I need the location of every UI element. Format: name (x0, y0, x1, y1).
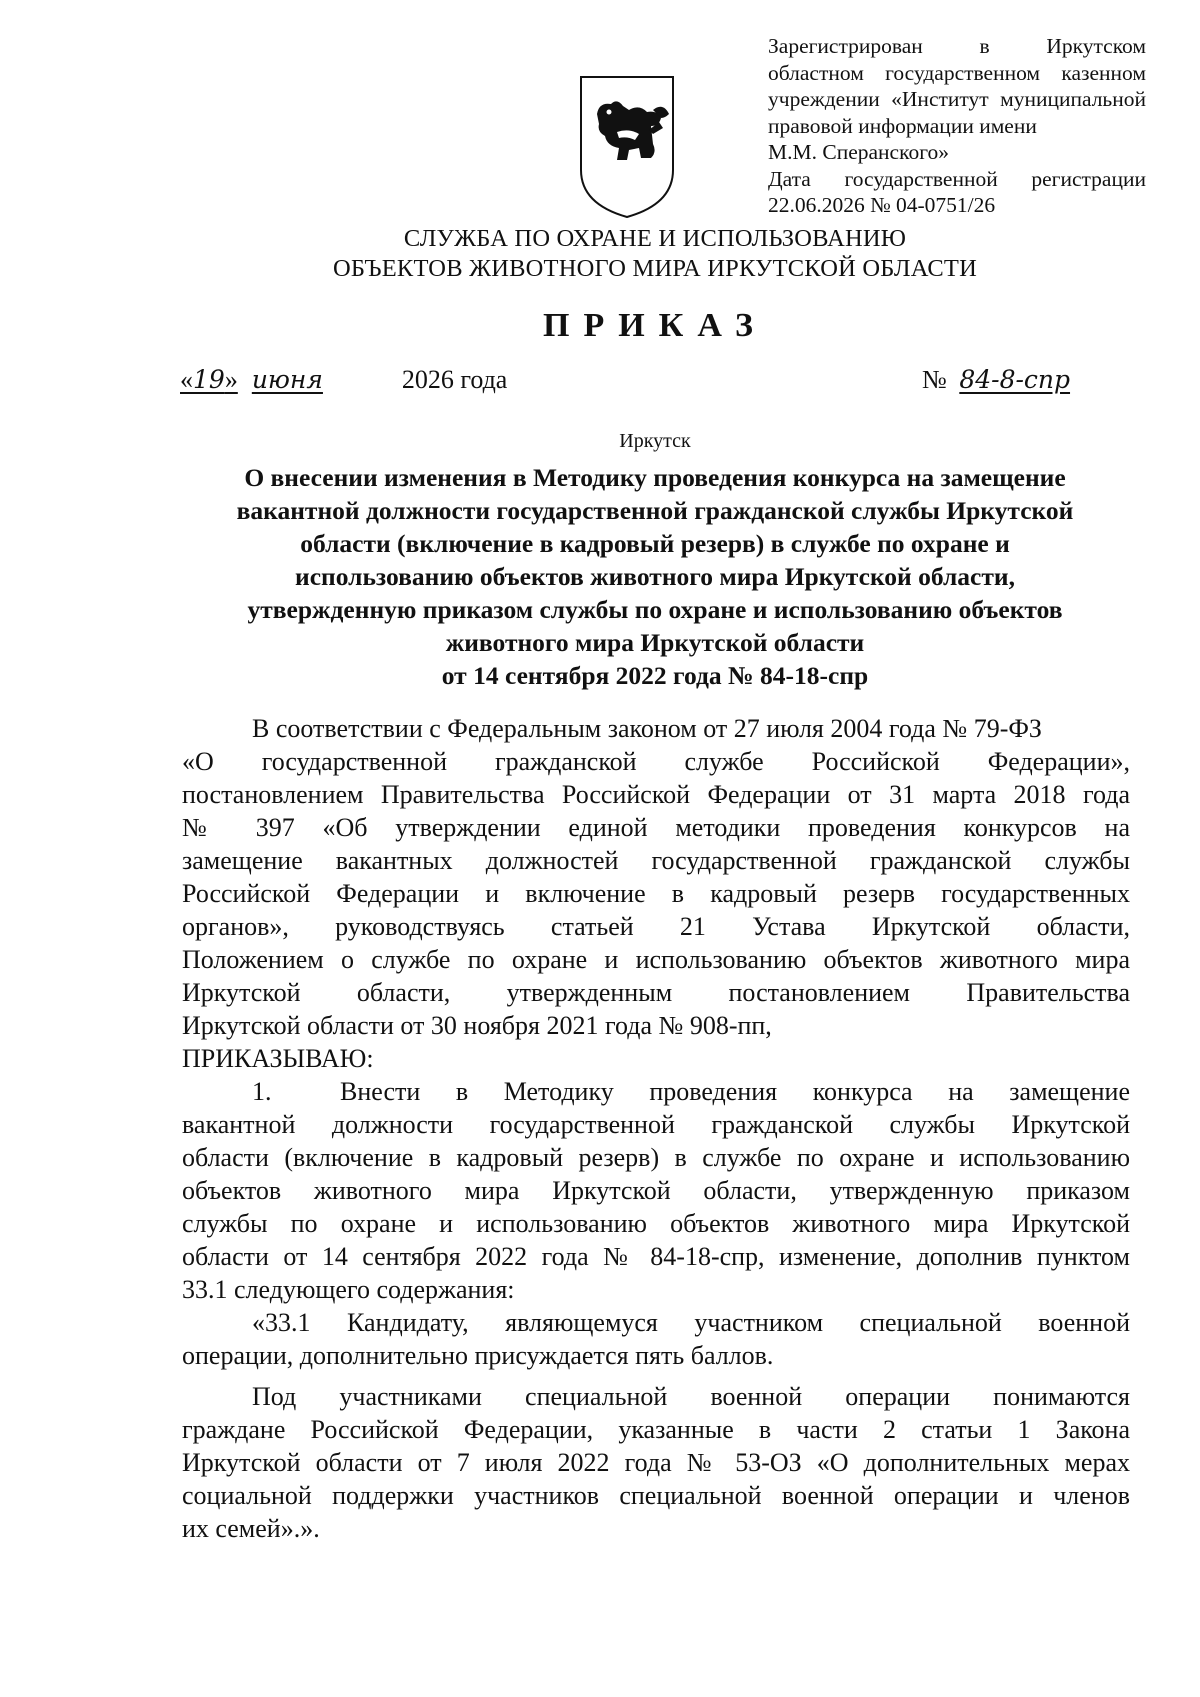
body-line: постановлением Правительства Российской Федерации от 31 марта 2018 года (182, 780, 1130, 809)
body-line: Положением о службе по охране и использованию объектов животного мира (182, 945, 1130, 974)
title-line: от 14 сентября 2022 года № 84-18-спр (441, 661, 869, 690)
document-date (180, 365, 507, 395)
definition-line: граждане Российской Федерации, указанные в части 2 статьи 1 Закона (182, 1415, 1130, 1444)
title-line: использованию объектов животного мира Иркутской области, (295, 562, 1015, 591)
body-line: «О государственной гражданской службе Российской Федерации», (182, 747, 1130, 776)
date-open-quote: « (180, 365, 193, 394)
body-line: объектов животного мира Иркутской области, утвержденную приказом (182, 1176, 1130, 1205)
definition-line: социальной поддержки участников специальной военной операции и членов (182, 1481, 1130, 1510)
registration-line: 22.06.2026 № 04-0751/26 (768, 193, 996, 217)
registration-block (768, 33, 1146, 219)
title-line: О внесении изменения в Методику проведения конкурса на замещение (244, 463, 1066, 492)
title-line: области (включение в кадровый резерв) в службе по охране и (300, 529, 1010, 558)
agency-name-line2: ОБЪЕКТОВ ЖИВОТНОГО МИРА ИРКУТСКОЙ ОБЛАСТИ (333, 255, 977, 282)
document-number (922, 365, 1127, 395)
body-line: В соответствии с Федеральным законом от 27 июля 2004 года № 79-ФЗ (252, 714, 1042, 743)
item-1-first-line (252, 1075, 1130, 1109)
number-prefix: № (922, 365, 947, 394)
agency-name-line1: СЛУЖБА ПО ОХРАНЕ И ИСПОЛЬЗОВАНИЮ (403, 225, 907, 252)
registration-line: областном государственном казенном (768, 60, 1146, 85)
definition-line: их семей».». (182, 1514, 320, 1543)
quote-line: «33.1 Кандидату, являющемуся участником специальной военной (252, 1308, 1130, 1337)
number-value: 84-8-спр (959, 365, 1071, 394)
quote-line: операции, дополнительно присуждается пять баллов. (182, 1341, 774, 1370)
body-line: Иркутской области от 30 ноября 2021 года № 908-пп, (182, 1011, 772, 1040)
registration-line: М.М. Сперанского» (768, 140, 949, 164)
registration-line: Зарегистрирован в Иркутском (768, 34, 1146, 58)
date-close-quote: » (224, 365, 238, 394)
body-line: органов», руководствуясь статьей 21 Устава Иркутской области, (182, 912, 1130, 941)
body-line: замещение вакантных должностей государственной гражданской службы (182, 846, 1130, 875)
registration-line: правовой информации имени (768, 113, 1037, 138)
irkutsk-coat-of-arms-icon (577, 74, 677, 220)
body-line: 33.1 следующего содержания: (182, 1275, 515, 1304)
definition-line: Под участниками специальной военной операции понимаются (252, 1382, 1130, 1411)
title-line: утвержденную приказом службы по охране и использованию объектов (247, 595, 1063, 624)
body-line: № 397 «Об утверждении единой методики проведения конкурсов на (182, 813, 1130, 842)
date-month: июня (251, 365, 323, 394)
body-line: вакантной должности государственной гражданской службы Иркутской (182, 1110, 1130, 1139)
document-type: ПРИКАЗ (543, 307, 767, 344)
body-line: Иркутской области, утвержденным постановлением Правительства (182, 978, 1130, 1007)
title-line: животного мира Иркутской области (445, 628, 865, 657)
body-line: области (включение в кадровый резерв) в службе по охране и использованию (182, 1143, 1130, 1172)
title-line: вакантной должности государственной гражданской службы Иркутской (236, 496, 1074, 525)
city: Иркутск (619, 430, 691, 452)
registration-line: Дата государственной регистрации (768, 166, 1146, 191)
item-1-text: Внести в Методику проведения конкурса на замещение (340, 1077, 1130, 1106)
body-line: области от 14 сентября 2022 года № 84-18-спр, изменение, дополнив пунктом (182, 1242, 1130, 1271)
order-word: ПРИКАЗЫВАЮ: (182, 1044, 374, 1073)
registration-line: учреждении «Институт муниципальной (768, 87, 1146, 111)
date-year: 2026 года (401, 365, 508, 394)
definition-line: Иркутской области от 7 июля 2022 года № 53-ОЗ «О дополнительных мерах (182, 1448, 1130, 1477)
body-line: Российской Федерации и включение в кадровый резерв государственных (182, 879, 1130, 908)
item-1-number: 1. (252, 1077, 272, 1106)
date-day: 19 (193, 365, 225, 394)
body-line: службы по охране и использованию объектов животного мира Иркутской (182, 1209, 1130, 1238)
